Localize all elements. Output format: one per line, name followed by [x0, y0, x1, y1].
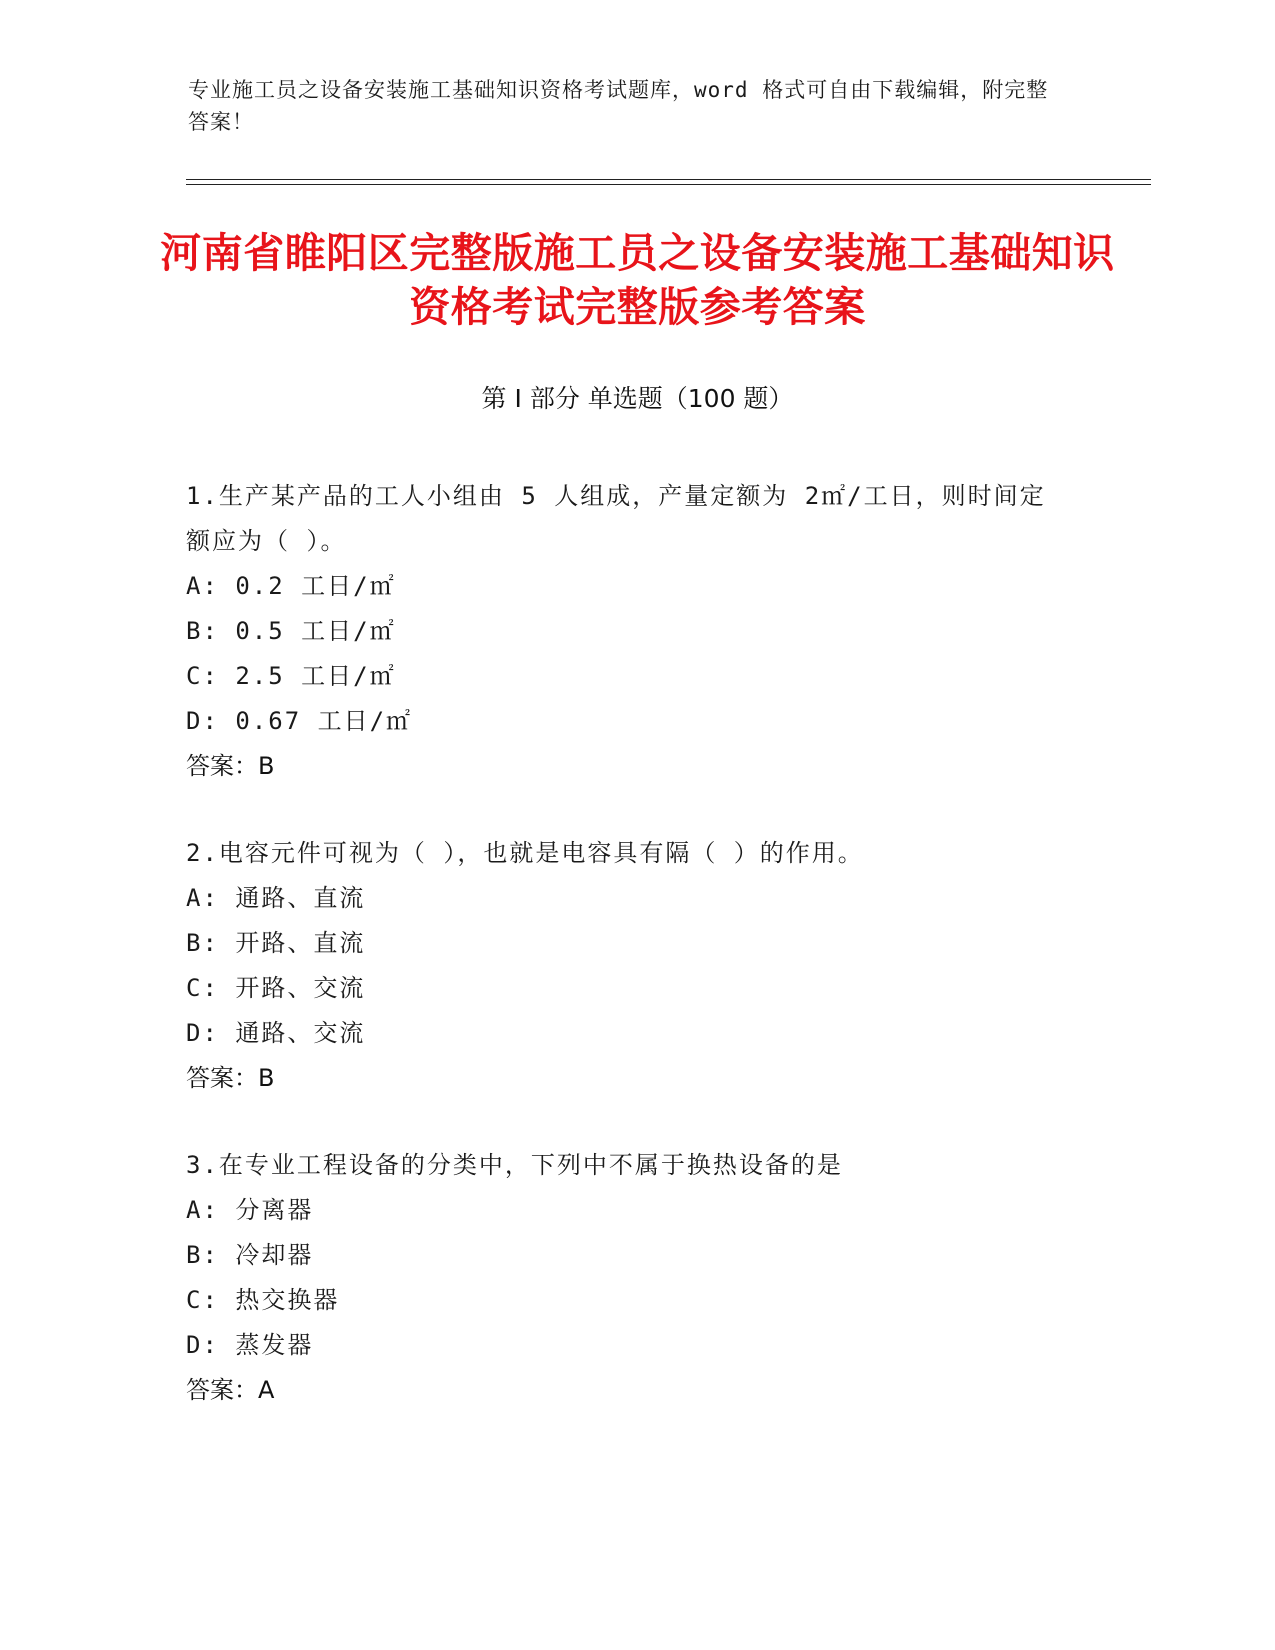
- option-c: C: 热交换器: [186, 1286, 340, 1314]
- question-1: [186, 474, 1086, 789]
- option-a: A: 0.2 工日/㎡: [186, 572, 396, 600]
- answer-line: 答案：A: [186, 1376, 275, 1404]
- question-text: 2.电容元件可视为（ ），也就是电容具有隔（ ）的作用。: [186, 839, 864, 867]
- question-3: [186, 1143, 1086, 1413]
- option-d: D: 蒸发器: [186, 1331, 314, 1359]
- option-c: C: 2.5 工日/㎡: [186, 662, 396, 690]
- header-rule-bottom: [186, 184, 1151, 185]
- question-2: [186, 831, 1086, 1101]
- option-b: B: 0.5 工日/㎡: [186, 617, 396, 645]
- question-text: 3.在专业工程设备的分类中，下列中不属于换热设备的是: [186, 1151, 843, 1179]
- option-d: D: 0.67 工日/㎡: [186, 707, 413, 735]
- option-a: A: 分离器: [186, 1196, 314, 1224]
- option-a: A: 通路、直流: [186, 884, 366, 912]
- option-b: B: 冷却器: [186, 1241, 314, 1269]
- option-d: D: 通路、交流: [186, 1019, 366, 1047]
- question-text: 1.生产某产品的工人小组由 5 人组成，产量定额为 2㎡/工日，则时间定额应为（ ）。: [186, 482, 1046, 555]
- document-title: 河南省睢阳区完整版施工员之设备安装施工基础知识资格考试完整版参考答案: [160, 229, 1115, 331]
- option-c: C: 开路、交流: [186, 974, 366, 1002]
- header-rule-top: [186, 179, 1151, 180]
- option-b: B: 开路、直流: [186, 929, 366, 957]
- answer-line: 答案：B: [186, 1064, 275, 1092]
- header-note: 专业施工员之设备安装施工基础知识资格考试题库，word 格式可自由下载编辑，附完整答案！: [188, 78, 1049, 134]
- question-list: [186, 474, 1086, 1455]
- section-title: 第 I 部分 单选题（100 题）: [481, 384, 794, 413]
- answer-line: 答案：B: [186, 752, 275, 780]
